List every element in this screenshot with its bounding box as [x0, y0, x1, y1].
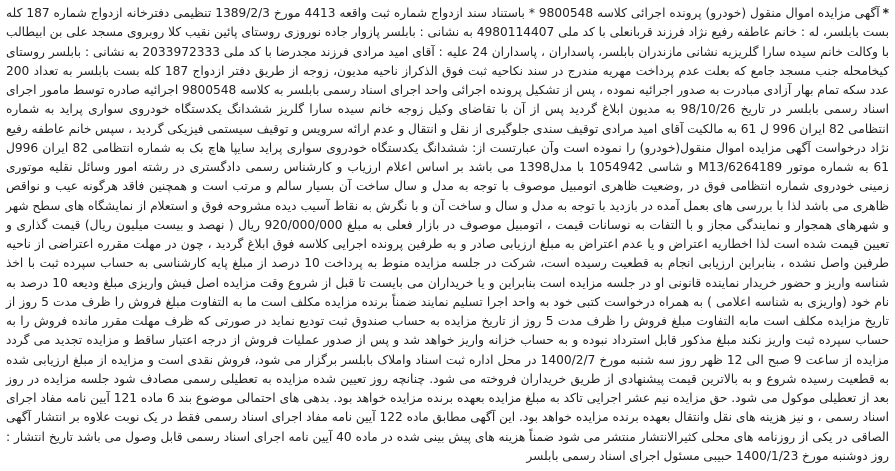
bullet-mark: *: [882, 6, 890, 20]
notice-text: آگهی مزایده اموال منقول (خودرو) پرونده اجرائی کلاسه 9800548 * باستناد سند ازدواج شماره ثبت واقعه 4413 مورخ 1389/2/3 تنظیمی دفترخانه ازدواج شماره 187 کله بست بابلسر، له : خانم عاطفه رفیع نژاد فرزند قربانعلی با کد ملی 4980114407 به نشانی : بابلسر پازوار جاده نوروزی روستای پائین نقیب کلا روبروی مسجد علی بن ابیطالب با وکالت خانم سیده سارا گلریزیه نشانی مازندران بابلسر، پاسداران ، پاسداران 24 علیه : آقای امید مرادی فرزند مجدرضا با کد ملی 2033972333 به نشانی : بابلسر روستای کیخامحله جنب مسجد جامع که بعلت عدم پرداخت مهریه مندرج در سند نکاحیه ثبت فوق الذکراز ناحیه مدیون، زوجه از طریق دفتر ازدواج 187 کله بست بابلسر به تعداد 200 عدد سکه تمام بهار آزادی مبادرت به صدور اجرائیه نموده ، پس از تشکیل پرونده اجرائی واحد اجرای اسناد رسمی بابلسر به کلاسه 9800548 اجرائیه صادره توسط مامور اجرای اسناد رسمی بابلسر در تاریخ 98/10/26 به مدیون ابلاغ گردید پس از آن با تقاضای وکیل زوجه خانم سیده سارا گلریز ششدانگ یکدستگاه خودروی سواری پراید به شماره انتظامی 82 ایران 996 ل 61 به مالکیت آقای امید مرادی توقیف سندی جلوگیری از نقل و انتقال و عدم ارائه سرویس و توقیف سیستمی فیزیکی گردید ، سپس خانم عاطفه رفیع نژاد درخواست آگهی مزایده اموال منقول(خودرو) را نموده است وآن عبارتست از: ششدانگ یکدستگاه خودروی سواری پراید سایپا هاچ بک به شماره انتظامی 82 ایران 996ل 61 به شماره موتور M13/6264189 و شاسی 1054942 با مدل1398 می باشد بر اساس اعلام ارزیاب و کارشناس رسمی دادگستری در رشته امور وسائل نقلیه موتوری زمینی خودروی شماره انتظامی فوق در ,وضعیت ظاهری اتومبیل موصوف با توجه به مدل و سال ساخت آن بسیار سالم و مرتب است و همچنین فاقد هرگونه عیب و نواقص ظاهری می باشد لذا با بررسی های بعمل آمده در بازدید با توجه به مدل و سال و ساخت آن و با نگرش به نقاط آسیب دیده مشروحه فوق و استعلام از نمایشگاه های سطح شهر و شهرهای همجوار و نمایندگی مجاز و با التفات به نوسانات قیمت ، اتومبیل موصوف در بازار فعلی به مبلغ 920/000/000 ریال ( نهصد و بیست میلیون ریال) قیمت گذاری و تعیین قیمت شده است لذا اخطاریه اعتراض و یا عدم اعتراض به مبلغ ارزیابی صادر و به طرفین پرونده اجرایی کلاسه فوق ابلاغ گردید ، چون در مهلت مقرره اعتراضی از ناحیه طرفین واصل نشده ، بنابراین ارزیابی انجام به قطعیت رسیده است، شرکت در جلسه مزایده منوط به پرداخت 10 درصد از مبلغ پایه کارشناسی به حساب سپرده ثبت با اخذ شناسه واریز و حضور خریدار نماینده قانونی او در جلسه مزایده است بنابراین و یا خریداران می بایست تا قبل از شروع وقت مزایده اصل فیش واریزی مبلغ ودیعه 10 درصد به نام خود (واریزی به شناسه اعلامی ) به همراه درخواست کتبی خود به واحد اجرا تسلیم نمایند ضمناً برنده مزایده مکلف است ما به التفاوت مبلغ فروش را ظرف مدت 5 روز از تاریخ مزایده مکلف است مابه التفاوت مبلغ فروش را ظرف مدت 5 روز از تاریخ مزایده به حساب صندوق ثبت تودیع نماید در صورتی که ظرف مهلت مقرر مانده فروش را به حساب سپرده ثبت واریز نکند مبلغ مذکور قابل استرداد نبوده و به حساب خزانه واریز خواهد شد و پس از صدور عملیات فروش از درجه اعتبار ساقط و مزایده تجدید می گردد مزایده از ساعت 9 صبح الی 12 ظهر روز سه شنبه مورخ 1400/2/7 در محل اداره ثبت اسناد واملاک بابلسر برگزار می شود، فروش نقدی است و مزایده از مبلغ ارزیابی شده به قطعیت رسیده شروع و به بالاترین قیمت پیشنهادی از طریق خریداران فروخته می شود. چنانچه روز تعیین شده مزایده به تعطیلی رسمی مصادف شود جلسه مزایده در روز بعد از تعطیلی موکول می شود. حق مزایده نیم عشر اجرایی تاکد به مبلغ مزایده بعهده برنده مزایده خواهد بود. بدهی های احتمالی موضوع بند 6 ماده 121 آیین نامه مفاد اجرای اسناد رسمی ، و نیز هزینه های نقل وانتقال بعهده برنده مزایده خواهد بود. این آگهی مطابق ماده 122 آیین نامه مفاد اجرای اسناد رسمی فقط در یک نوبت علاوه بر انتشار آگهی الصاقی در یکی از روزنامه های محلی کثیرالانتشار منتشر می شود ضمناً هزینه های پیش بینی شده در ماده 40 آیین نامه اجرای اسناد رسمی قابل وصول می باشد تاریخ انتشار : روز دوشنبه مورخ 1400/1/23 حبیبی مسئول اجرای اسناد رسمی بابلسر: [6, 6, 890, 463]
